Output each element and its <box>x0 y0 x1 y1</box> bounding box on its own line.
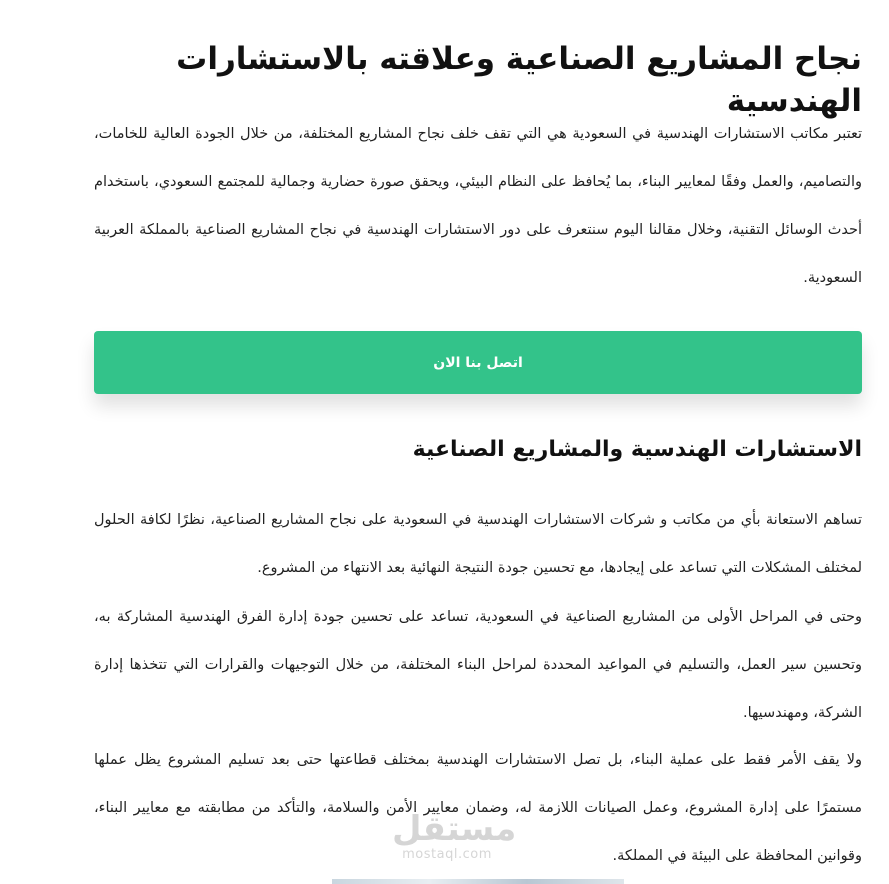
intro-paragraph: تعتبر مكاتب الاستشارات الهندسية في السعودية هي التي تقف خلف نجاح المشاريع المختلفة، من خلال الجودة العالية للخامات، والتصاميم، والعمل وفقًا لمعايير البناء، بما يُحافظ على النظام البيئي، ويحقق صورة حضارية وجمالية للمجتمع السعودي، باستخدام أحدث الوسائل التقنية، وخلال مقالنا اليوم سنتعرف على دور الاستشارات الهندسية في نجاح المشاريع الصناعية بالمملكة العربية السعودية. <box>94 126 862 286</box>
watermark-latin: mostaql.com <box>402 847 492 862</box>
contact-us-button[interactable] <box>94 331 862 394</box>
contact-us-label: اتصل بنا الان <box>433 354 523 371</box>
mostaql-watermark <box>392 809 517 866</box>
section-title: الاستشارات الهندسية والمشاريع الصناعية <box>412 437 862 462</box>
section-paragraph-3: ولا يقف الأمر فقط على عملية البناء، بل تصل الاستشارات الهندسية بمختلف قطاعتها حتى بعد تسليم المشروع يظل عملها مستمرًا على إدارة المشروع، وعمل الصيانات اللازمة له، وضمان معايير الأمن والسلامة، والتأكد من مطابقته مع معايير البناء، وقوانين المحافظة على البيئة في المملكة. <box>94 752 862 864</box>
section-paragraph-2: وحتى في المراحل الأولى من المشاريع الصناعية في السعودية، تساعد على تحسين جودة إدارة الفرق الهندسية المشاركة به، وتحسين سير العمل، والتسليم في المواعيد المحددة لمراحل البناء المختلفة، من خلال التوجيهات والقرارات التي تتخذها إدارة الشركة، ومهندسيها. <box>94 609 862 721</box>
watermark-arabic: مستقل <box>392 809 517 849</box>
section-paragraph-1: تساهم الاستعانة بأي من مكاتب و شركات الاستشارات الهندسية في السعودية على نجاح المشاريع الصناعية، نظرًا لكافة الحلول لمختلف المشكلات التي تساعد على إيجادها، مع تحسين جودة النتيجة النهائية بعد الانتهاء من المشروع. <box>94 512 862 576</box>
article-image-top-edge <box>332 879 624 884</box>
article-title: نجاح المشاريع الصناعية وعلاقته بالاستشارات الهندسية <box>176 41 862 119</box>
